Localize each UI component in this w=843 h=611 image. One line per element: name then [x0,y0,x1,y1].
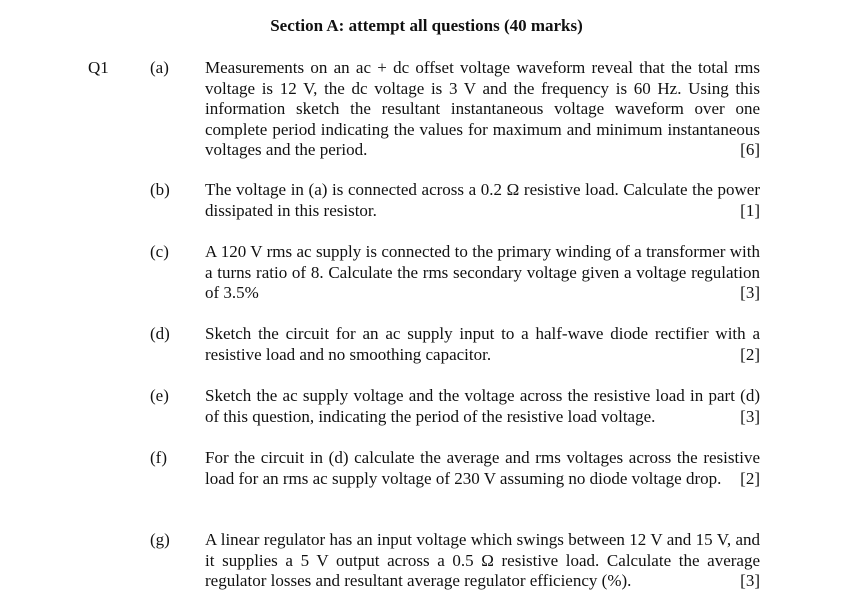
part-body: A linear regulator has an input voltage which swings between 12 V and 15 V, and it supplies a 5 V output across a 0.5 Ω resistive load. Calculate the average regulator losses and resultant average regulator efficiency (%). [205,530,760,590]
part-text [205,242,760,304]
marks-badge: [1] [740,200,760,220]
part-body: Measurements on an ac + dc offset voltage waveform reveal that the total rms voltage is 12 V, the dc voltage is 3 V and the frequency is 60 Hz. Using this information sketch the resultant instantaneous voltage waveform over one complete period indicating the values for maximum and minimum instantaneous voltages and the period. [205,58,760,159]
part-text [205,448,760,489]
part-label: (d) [150,324,170,343]
question-number: Q1 [88,58,109,77]
marks-badge: [2] [740,468,760,488]
marks-badge: [6] [740,140,760,159]
part-label: (e) [150,386,169,405]
part-body: Sketch the ac supply voltage and the voltage across the resistive load in part (d) of this question, indicating the period of the resistive load voltage. [205,386,760,426]
part-label: (g) [150,530,170,549]
part-body: For the circuit in (d) calculate the average and rms voltages across the resistive load for an rms ac supply voltage of 230 V assuming no diode voltage drop. [205,448,760,488]
part-label: (b) [150,180,170,199]
marks-badge: [3] [740,406,760,426]
marks-badge: [3] [740,283,760,302]
part-text [205,530,760,592]
part-label: (c) [150,242,169,261]
part-body: A 120 V rms ac supply is connected to the primary winding of a transformer with a turns ratio of 8. Calculate the rms secondary voltage given a voltage regulation of 3.5% [205,242,760,302]
marks-badge: [2] [740,344,760,364]
part-body: The voltage in (a) is connected across a 0.2 Ω resistive load. Calculate the power dissipated in this resistor. [205,180,760,220]
part-text [205,58,760,161]
part-text [205,386,760,427]
part-text [205,180,760,221]
part-text [205,324,760,365]
part-label: (a) [150,58,169,77]
marks-badge: [3] [740,571,760,590]
section-title: Section A: attempt all questions (40 marks) [270,16,583,35]
part-label: (f) [150,448,167,467]
part-body: Sketch the circuit for an ac supply input to a half-wave diode rectifier with a resistive load and no smoothing capacitor. [205,324,760,364]
